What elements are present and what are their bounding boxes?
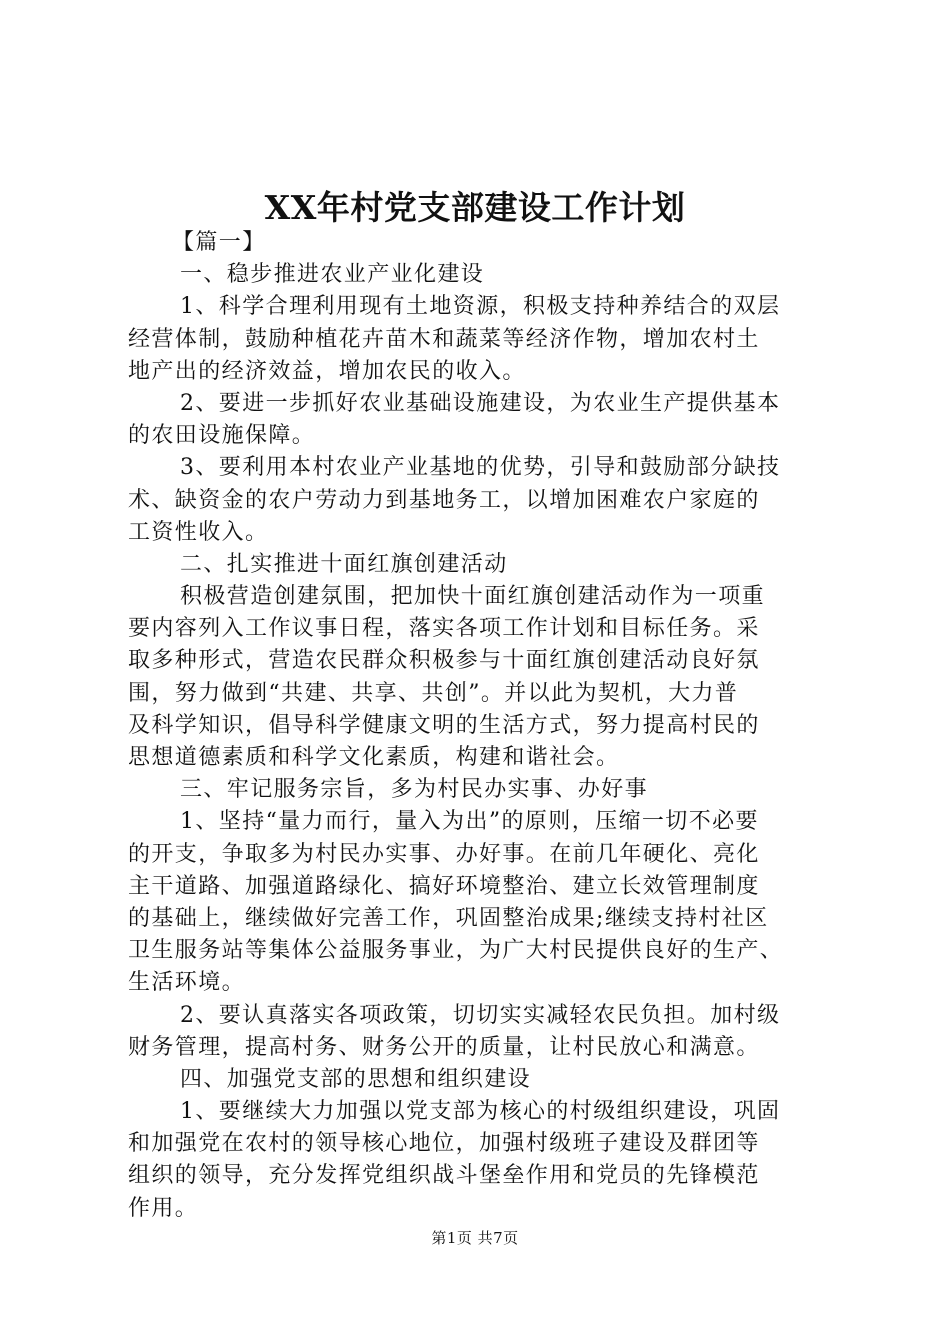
text-line: 思想道德素质和科学文化素质，构建和谐社会。 [128,745,620,770]
text-line: 主干道路、加强道路绿化、搞好环境整治、建立长效管理制度 [128,873,760,899]
text-line: 一、稳步推进农业产业化建设 [180,262,485,288]
text-line: 和加强党在农村的领导核心地位，加强村级班子建设及群团等 [128,1131,760,1157]
text-line: 的基础上，继续做好完善工作，巩固整治成果;继续支持村社区 [128,905,769,931]
text-line: 1、科学合理利用现有土地资源，积极支持种养结合的双层 [180,294,781,320]
text-line: 【篇一】 [172,230,266,255]
document-body [128,227,828,1225]
text-line: 二、扎实推进十面红旗创建活动 [180,551,508,577]
document-title: XX年村党支部建设工作计划 [264,188,686,227]
text-line: 3、要利用本村农业产业基地的优势，引导和鼓励部分缺技 [180,455,781,481]
text-line: 要内容列入工作议事日程，落实各项工作计划和目标任务。采 [128,616,760,642]
text-line: 作用。 [128,1195,199,1221]
text-line: 围，努力做到“共建、共享、共创”。并以此为契机，大力普 [128,680,739,706]
text-line: 的开支，争取多为村民办实事、办好事。在前几年硬化、亮化 [128,841,760,867]
text-line: 三、牢记服务宗旨，多为村民办实事、办好事 [180,777,649,803]
text-line: 2、要认真落实各项政策，切切实实减轻农民负担。加村级 [180,1002,781,1028]
text-line: 组织的领导，充分发挥党组织战斗堡垒作用和党员的先锋模范 [128,1163,760,1189]
page-footer: 第1页 共7页 [431,1229,519,1247]
text-line: 卫生服务站等集体公益服务事业，为广大村民提供良好的生产、 [128,938,784,964]
text-line: 经营体制，鼓励种植花卉苗木和蔬菜等经济作物，增加农村土 [128,326,760,352]
text-line: 术、缺资金的农户劳动力到基地务工，以增加困难农户家庭的 [128,487,760,513]
text-line: 1、坚持“量力而行，量入为出”的原则，压缩一切不必要 [180,809,759,835]
text-line: 2、要进一步抓好农业基础设施建设，为农业生产提供基本 [180,390,781,416]
text-line: 财务管理，提高村务、财务公开的质量，让村民放心和满意。 [128,1034,760,1060]
text-line: 的农田设施保障。 [128,423,316,449]
text-line: 及科学知识，倡导科学健康文明的生活方式，努力提高村民的 [128,712,760,738]
text-line: 取多种形式，营造农民群众积极参与十面红旗创建活动良好氛 [128,648,760,674]
text-line: 四、加强党支部的思想和组织建设 [180,1066,532,1092]
text-line: 地产出的经济效益，增加农民的收入。 [128,358,526,384]
text-line: 工资性收入。 [128,519,269,545]
text-line: 积极营造创建氛围，把加快十面红旗创建活动作为一项重 [180,584,766,610]
text-line: 1、要继续大力加强以党支部为核心的村级组织建设，巩固 [180,1099,781,1125]
text-line: 生活环境。 [128,970,246,996]
